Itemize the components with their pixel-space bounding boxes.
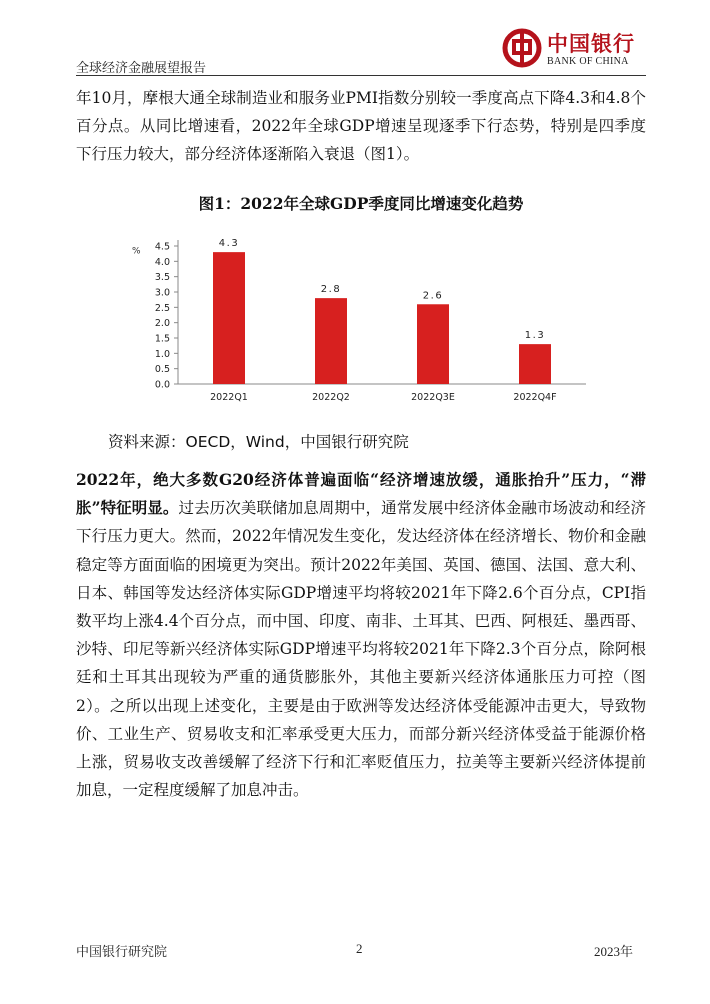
data-label-2022Q2: 2.8 (320, 284, 342, 296)
bank-logo (502, 26, 652, 72)
bank-of-china-emblem-icon (502, 28, 542, 68)
logo-chinese-text: 中国银行 (547, 32, 635, 56)
bar-2022Q4F (519, 344, 551, 384)
y-tick-label: 4.5 (154, 241, 170, 253)
paragraph-intro (76, 84, 646, 169)
data-label-2022Q1: 4.3 (218, 238, 240, 250)
footer-year: 2023年 (594, 944, 634, 959)
x-tick-label-2022Q2: 2022Q2 (312, 392, 350, 403)
y-tick-label: 3.5 (154, 272, 170, 284)
footer-page-number: 2 (356, 941, 363, 956)
figure-title: 图1：2022年全球GDP季度同比增速变化趋势 (198, 194, 524, 213)
data-label-2022Q3E: 2.6 (422, 290, 444, 302)
logo-english-text: BANK OF CHINA (547, 56, 629, 67)
bar-2022Q2 (315, 298, 347, 384)
gdp-bar-chart (130, 232, 590, 412)
y-axis-unit-label: % (132, 246, 141, 257)
footer-institute: 中国银行研究院 (76, 944, 168, 959)
x-tick-label-2022Q4F: 2022Q4F (513, 392, 557, 403)
x-tick-label-2022Q1: 2022Q1 (210, 392, 248, 403)
y-tick-label: 3.0 (154, 287, 170, 299)
y-tick-label: 2.5 (154, 302, 170, 314)
paragraph-g20 (76, 466, 646, 804)
paragraph-g20-body: 过去历次美联储加息周期中，通常发展中经济体金融市场波动和经济下行压力更大。然而，2022年情况发生变化，发达经济体在经济增长、物价和金融稳定等方面面临的困境更为突出。预计2022年美国、英国、德国、法国、意大利、日本、韩国等发达经济体实际GDP增速平均将较2021年下降2.6个百分点，CPI指数平均上涨4.4个百分点，而中国、印度、南非、土耳其、巴西、阿根廷、墨西哥、沙特、印尼等新兴经济体实际GDP增速平均将较2021年下降2.3个百分点，除阿根廷和土耳其出现较为严重的通货膨胀外，其他主要新兴经济体通胀压力可控（图2）。之所以出现上述变化，主要是由于欧洲等发达经济体受能源冲击更大，导致物价、工业生产、贸易收支和汇率承受更大压力，而部分新兴经济体受益于能源价格上涨，贸易收支改善缓解了经济下行和汇率贬值压力，拉美等主要新兴经济体提前加息，一定程度缓解了加息冲击。 (76, 499, 646, 800)
report-title: 全球经济金融展望报告 (76, 61, 207, 76)
paragraph-g20-lead: 2022年，绝大多数G20经济体普遍面临“经济增速放缓，通胀抬升”压力，“滞胀”特征明显。 (76, 470, 646, 518)
y-tick-label: 0.5 (154, 364, 170, 376)
bar-2022Q3E (417, 304, 449, 384)
y-tick-label: 1.5 (154, 333, 170, 345)
data-label-2022Q4F: 1.3 (524, 330, 546, 342)
x-tick-label-2022Q3E: 2022Q3E (411, 392, 455, 403)
bar-2022Q1 (213, 252, 245, 384)
figure-source: 资料来源：OECD，Wind，中国银行研究院 (108, 433, 409, 451)
paragraph-g20-text (76, 466, 646, 804)
y-tick-label: 0.0 (154, 379, 170, 391)
y-tick-label: 2.0 (154, 318, 170, 330)
y-tick-label: 4.0 (154, 256, 170, 268)
y-tick-label: 1.0 (154, 348, 170, 360)
paragraph-intro-text: 年10月，摩根大通全球制造业和服务业PMI指数分别较一季度高点下降4.3和4.8个百分点。从同比增速看，2022年全球GDP增速呈现逐季下行态势，特别是四季度下行压力较大，部分经济体逐渐陷入衰退（图1）。 (76, 89, 646, 164)
header-divider (76, 75, 646, 76)
